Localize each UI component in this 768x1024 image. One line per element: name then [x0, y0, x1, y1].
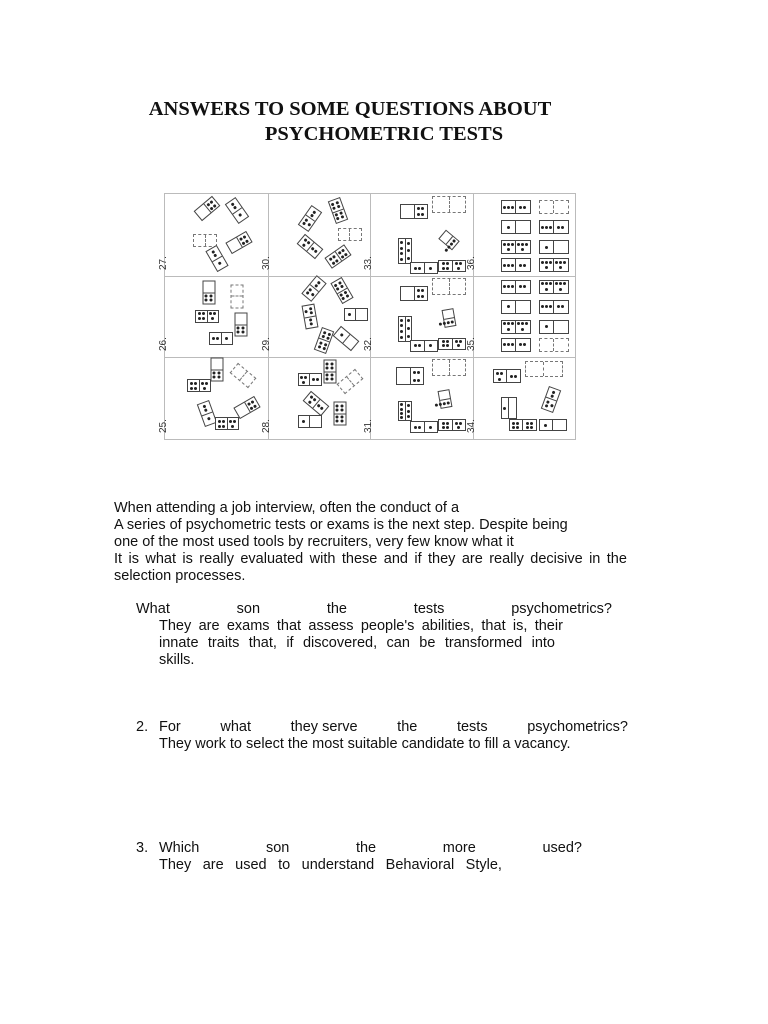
puzzle-cell	[465, 194, 576, 277]
missing-domino	[432, 196, 466, 213]
word: the	[606, 551, 627, 567]
word: the	[355, 840, 377, 856]
word: with	[309, 551, 336, 567]
word: are	[198, 618, 220, 634]
domino	[539, 300, 569, 314]
word: decisive	[530, 551, 583, 567]
answer-1-line-2	[159, 635, 555, 652]
puzzle-cell	[260, 276, 372, 359]
intro-line-5: selection processes.	[114, 568, 246, 584]
domino	[509, 419, 537, 431]
puzzle-cell	[465, 276, 576, 359]
domino	[539, 280, 569, 294]
missing-domino	[432, 359, 466, 376]
missing-domino	[432, 278, 466, 295]
word: that,	[248, 635, 277, 651]
word: What	[136, 601, 170, 617]
word: that	[276, 618, 302, 634]
question-3-number: 3.	[136, 840, 149, 856]
domino	[501, 338, 531, 352]
word: they serve	[290, 719, 358, 735]
missing-domino	[539, 200, 569, 214]
question-2	[159, 719, 628, 736]
word: It	[114, 551, 123, 567]
domino	[313, 327, 333, 354]
answer-1-line-1	[159, 618, 563, 635]
word: into	[531, 635, 555, 651]
answer-1-line-3: skills.	[159, 652, 195, 668]
word: son	[265, 840, 290, 856]
domino	[501, 258, 531, 272]
domino	[539, 240, 569, 254]
word: if	[286, 635, 294, 651]
puzzle-number: 34.	[465, 419, 477, 433]
domino	[501, 240, 531, 254]
domino	[301, 303, 318, 329]
puzzle-number: 36.	[465, 255, 477, 270]
puzzle-number: 32.	[363, 337, 374, 352]
word: Behavioral	[385, 857, 455, 873]
domino	[225, 197, 249, 224]
word: tests	[413, 601, 445, 617]
word: They	[159, 618, 192, 634]
word: more	[442, 840, 476, 856]
word: abilities,	[421, 618, 475, 634]
intro-line-4	[114, 551, 627, 568]
word: is	[128, 551, 139, 567]
missing-domino	[231, 284, 244, 308]
domino	[297, 205, 321, 232]
word: transformed	[444, 635, 523, 651]
domino	[205, 245, 228, 272]
word: is	[182, 551, 193, 567]
puzzle-number: 28.	[260, 419, 272, 433]
domino	[400, 204, 428, 219]
answer-2-line-1: They work to select the most suitable candidate to fill a vacancy.	[159, 736, 571, 752]
puzzle-number: 26.	[158, 337, 169, 352]
intro-line-1: When attending a job interview, often the conduct of a	[114, 500, 460, 516]
domino	[501, 220, 531, 234]
word: these	[341, 551, 378, 567]
domino	[235, 312, 248, 336]
word: really	[199, 551, 234, 567]
question-2-number: 2.	[136, 719, 149, 735]
word: tests	[456, 719, 488, 735]
word: evaluated	[240, 551, 304, 567]
word: that	[481, 618, 506, 634]
domino	[410, 262, 438, 274]
domino	[539, 320, 569, 334]
puzzle-cell	[363, 194, 474, 277]
missing-domino	[336, 369, 363, 394]
word: can	[386, 635, 410, 651]
puzzle-cell	[158, 276, 269, 359]
domino	[539, 220, 569, 234]
domino	[327, 197, 347, 224]
domino	[296, 234, 323, 259]
puzzle-cell	[260, 357, 372, 439]
word: used	[235, 857, 267, 873]
domino	[540, 386, 560, 413]
domino	[333, 402, 346, 426]
word: if	[414, 551, 422, 567]
puzzle-number: 27.	[158, 255, 169, 270]
word: what	[145, 551, 176, 567]
domino	[194, 196, 221, 221]
puzzle-cell	[260, 194, 372, 277]
question-1	[136, 601, 612, 618]
missing-domino	[230, 363, 257, 388]
word: people's	[360, 618, 415, 634]
word: be	[419, 635, 436, 651]
puzzle-number: 30.	[260, 255, 272, 270]
word: They	[159, 857, 192, 873]
word: Style,	[465, 857, 502, 873]
missing-domino	[539, 338, 569, 352]
missing-domino	[338, 228, 362, 241]
domino	[400, 286, 428, 301]
domino	[438, 419, 466, 431]
word: used?	[542, 840, 582, 856]
word: psychometrics?	[527, 719, 628, 735]
puzzle-number: 29.	[260, 337, 272, 352]
word: traits	[207, 635, 240, 651]
puzzle-cell	[158, 357, 269, 439]
domino-puzzle-grid	[158, 193, 576, 440]
domino	[211, 358, 224, 382]
domino	[501, 280, 531, 294]
domino	[410, 421, 438, 433]
word: assess	[308, 618, 354, 634]
domino	[493, 369, 521, 383]
domino	[410, 340, 438, 352]
domino	[398, 238, 412, 264]
domino	[501, 320, 531, 334]
word: For	[159, 719, 181, 735]
word: to	[278, 857, 291, 873]
domino	[332, 325, 359, 350]
domino	[323, 360, 336, 384]
domino	[324, 244, 351, 268]
word: discovered,	[302, 635, 378, 651]
word: the	[397, 719, 418, 735]
puzzle-number: 31.	[363, 419, 374, 433]
word: what	[220, 719, 252, 735]
document-title-line-2: PSYCHOMETRIC TESTS	[264, 123, 504, 145]
puzzle-number: 33.	[363, 255, 374, 270]
word: in	[589, 551, 601, 567]
domino	[209, 332, 233, 345]
word: they	[428, 551, 456, 567]
domino	[501, 200, 531, 214]
word: and	[383, 551, 408, 567]
intro-line-3: one of the most used tools by recruiters, very few know what it	[114, 534, 514, 550]
domino	[302, 391, 329, 416]
puzzle-number: 35.	[465, 337, 477, 352]
puzzle-number: 25.	[158, 419, 169, 433]
word: is,	[512, 618, 528, 634]
word: understand	[301, 857, 375, 873]
domino	[301, 275, 326, 302]
word: the	[326, 601, 347, 617]
domino	[501, 397, 517, 419]
word: are	[461, 551, 483, 567]
missing-domino	[193, 234, 217, 247]
domino	[398, 401, 412, 421]
document-title-line-1: ANSWERS TO SOME QUESTIONS ABOUT	[148, 98, 552, 120]
domino	[225, 231, 252, 254]
domino	[539, 419, 567, 431]
domino	[539, 258, 569, 272]
domino	[438, 389, 453, 409]
question-3	[159, 840, 582, 857]
puzzle-cell	[465, 357, 576, 439]
puzzle-cell	[363, 276, 474, 359]
answer-3-line-1	[159, 857, 502, 874]
word: innate	[159, 635, 199, 651]
intro-line-2: A series of psychometric tests or exams is the next step. Despite being	[114, 517, 568, 533]
puzzle-cell	[363, 357, 474, 439]
domino	[298, 415, 322, 428]
domino	[344, 308, 368, 321]
domino	[438, 230, 460, 251]
domino	[203, 280, 216, 304]
word: their	[534, 618, 563, 634]
domino	[215, 417, 239, 430]
word: really	[489, 551, 524, 567]
domino	[398, 316, 412, 342]
word: psychometrics?	[511, 601, 612, 617]
word: son	[236, 601, 261, 617]
domino	[187, 379, 211, 392]
domino	[442, 308, 457, 328]
domino	[195, 310, 219, 323]
domino	[396, 367, 424, 385]
word: are	[202, 857, 224, 873]
puzzle-cell	[158, 194, 269, 277]
domino	[233, 396, 260, 419]
domino	[330, 277, 353, 304]
domino	[298, 373, 322, 386]
domino	[438, 260, 466, 272]
domino	[438, 338, 466, 350]
missing-domino	[525, 361, 563, 377]
word: exams	[226, 618, 270, 634]
domino	[501, 300, 531, 314]
word: Which	[159, 840, 200, 856]
